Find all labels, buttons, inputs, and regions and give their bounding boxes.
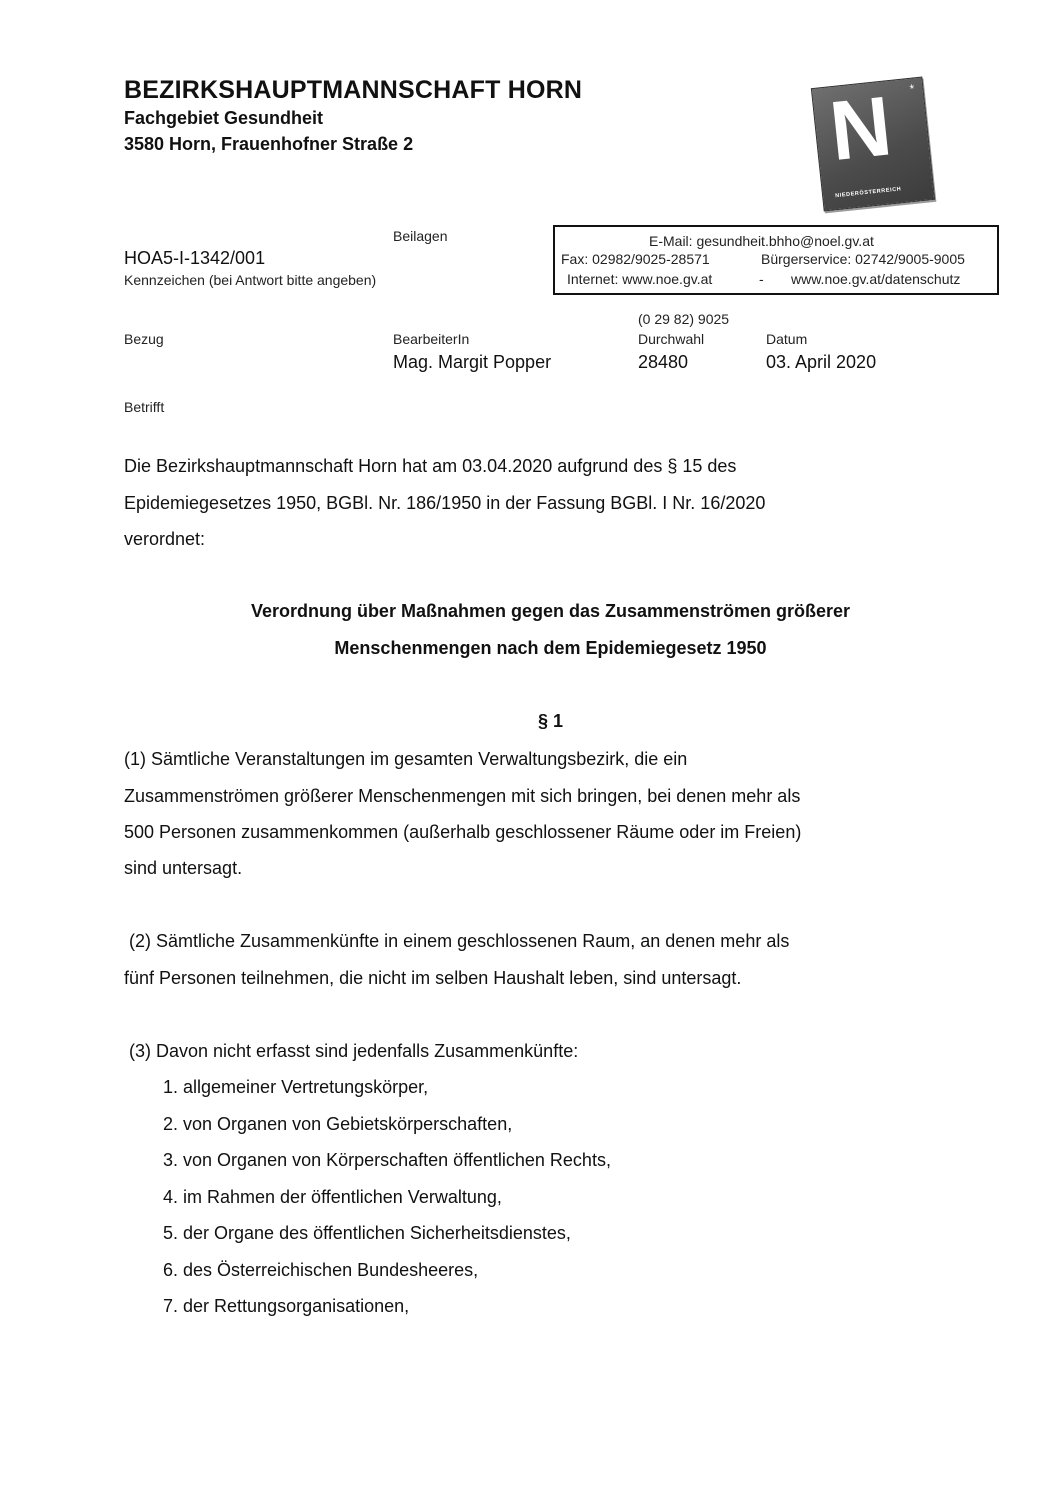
para1-line-1: (1) Sämtliche Veranstaltungen im gesamten Verwaltungsbezirk, die ein <box>124 749 688 769</box>
contact-box <box>553 225 999 295</box>
bezug-label: Bezug <box>124 331 164 347</box>
bearbeiter-label: BearbeiterIn <box>393 331 470 347</box>
organization-name: BEZIRKSHAUPTMANNSCHAFT HORN <box>124 76 583 104</box>
organization-address: 3580 Horn, Frauenhofner Straße 2 <box>124 134 414 154</box>
contact-service: Bürgerservice: 02742/9005-9005 <box>761 251 965 267</box>
datum-label: Datum <box>766 331 808 347</box>
para1-line-2: Zusammenströmen größerer Menschenmengen mit sich bringen, bei denen mehr als <box>124 786 801 806</box>
durchwahl-value: 28480 <box>638 352 689 372</box>
department-name: Fachgebiet Gesundheit <box>124 108 324 128</box>
contact-privacy-link[interactable]: www.noe.gv.at/datenschutz <box>791 271 961 287</box>
datum-value: 03. April 2020 <box>766 352 877 372</box>
regulation-title-line-1: Verordnung über Maßnahmen gegen das Zusammenströmen größerer <box>250 601 851 621</box>
regulation-title-line-2: Menschenmengen nach dem Epidemiegesetz 1950 <box>334 638 767 658</box>
durchwahl-label: Durchwahl <box>638 331 705 347</box>
reference-number: HOA5-I-1342/001 <box>124 248 266 268</box>
para2-line-1: (2) Sämtliche Zusammenkünfte in einem geschlossenen Raum, an denen mehr als <box>129 931 790 951</box>
list-item-4: 4. im Rahmen der öffentlichen Verwaltung, <box>163 1187 502 1207</box>
betrifft-label: Betrifft <box>124 399 165 415</box>
logo-star-icon: * <box>909 81 916 96</box>
list-item-2: 2. von Organen von Gebietskörperschaften, <box>163 1114 513 1134</box>
para1-line-3: 500 Personen zusammenkommen (außerhalb geschlossener Räume oder im Freien) <box>124 822 802 842</box>
intro-line-3: verordnet: <box>124 529 206 549</box>
phone-prefix: (0 29 82) 9025 <box>638 311 730 327</box>
niederoesterreich-logo <box>811 76 935 211</box>
list-item-1: 1. allgemeiner Vertretungskörper, <box>163 1077 429 1097</box>
list-item-5: 5. der Organe des öffentlichen Sicherheitsdienstes, <box>163 1223 571 1243</box>
bearbeiter-value: Mag. Margit Popper <box>393 352 552 372</box>
section-heading: § 1 <box>538 711 564 731</box>
para3-intro: (3) Davon nicht erfasst sind jedenfalls Zusammenkünfte: <box>129 1041 579 1061</box>
list-item-6: 6. des Österreichischen Bundesheeres, <box>163 1260 479 1280</box>
list-item-7: 7. der Rettungsorganisationen, <box>163 1296 410 1316</box>
para2-line-2: fünf Personen teilnehmen, die nicht im selben Haushalt leben, sind untersagt. <box>124 968 742 988</box>
para1-line-4: sind untersagt. <box>124 858 243 878</box>
reference-caption: Kennzeichen (bei Antwort bitte angeben) <box>124 272 377 288</box>
beilagen-label: Beilagen <box>393 228 448 244</box>
logo-caption: NIEDERÖSTERREICH <box>834 186 902 200</box>
logo-letter: N <box>825 78 896 179</box>
intro-line-1: Die Bezirkshauptmannschaft Horn hat am 03.04.2020 aufgrund des § 15 des <box>124 456 737 476</box>
intro-line-2: Epidemiegesetzes 1950, BGBl. Nr. 186/1950 in der Fassung BGBl. I Nr. 16/2020 <box>124 493 766 513</box>
contact-fax: Fax: 02982/9025-28571 <box>561 251 710 267</box>
contact-email[interactable]: E-Mail: gesundheit.bhho@noel.gv.at <box>649 233 874 249</box>
contact-internet[interactable]: Internet: www.noe.gv.at <box>567 271 713 287</box>
contact-separator: - <box>759 271 764 287</box>
list-item-3: 3. von Organen von Körperschaften öffentlichen Rechts, <box>163 1150 611 1170</box>
